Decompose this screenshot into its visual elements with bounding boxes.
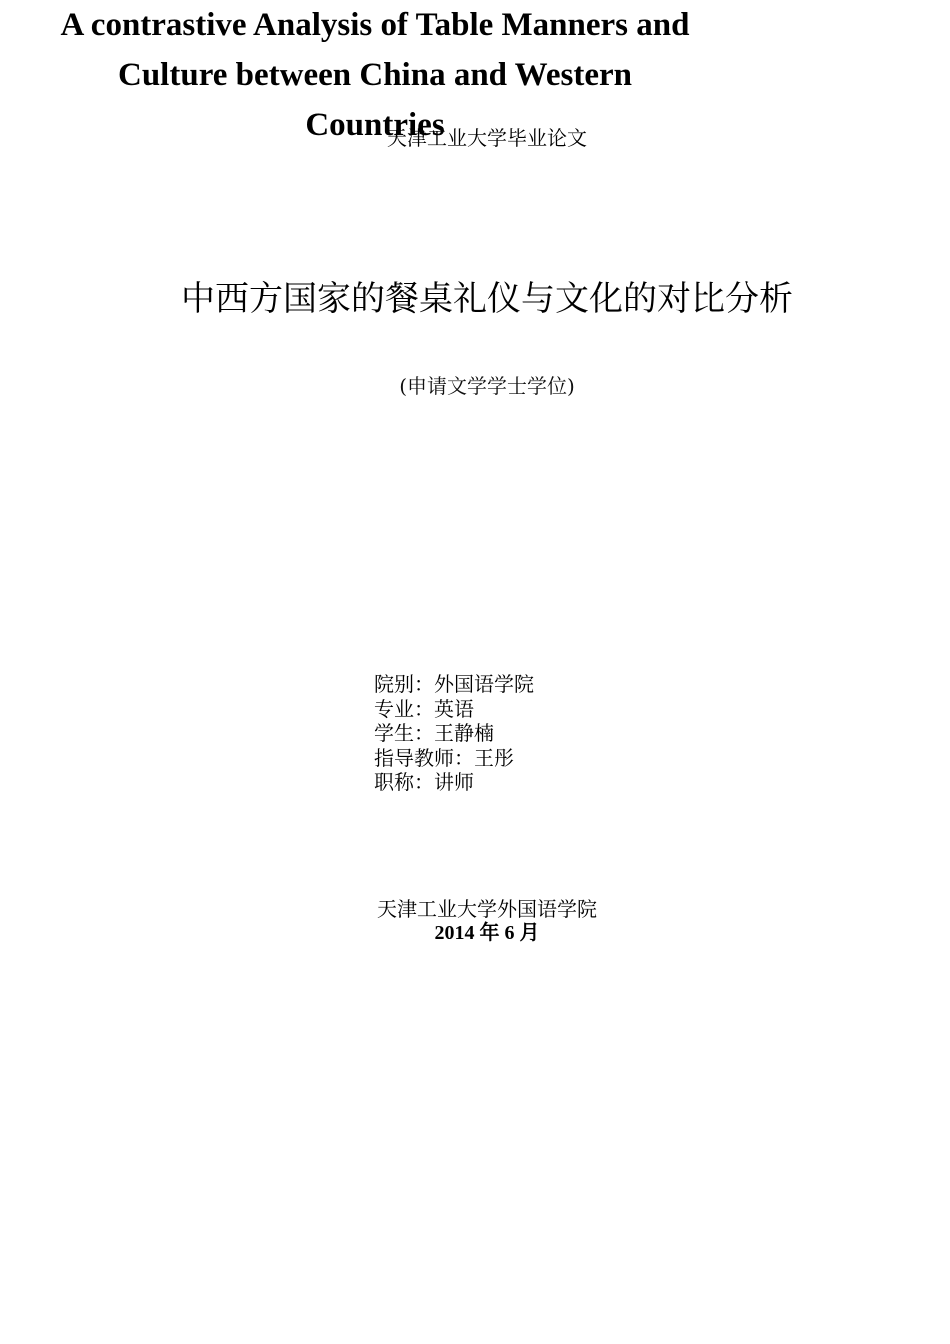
- english-title-line-3: Countries: [305, 107, 445, 143]
- university-thesis-header: 天津工业大学毕业论文: [387, 126, 587, 150]
- english-title-line-2: Culture between China and Western: [118, 57, 632, 93]
- institution-name: 天津工业大学外国语学院: [377, 897, 597, 921]
- chinese-title: 中西方国家的餐桌礼仪与文化的对比分析: [181, 279, 793, 319]
- major-line: 专业：英语: [374, 696, 474, 721]
- author-info-block: [374, 672, 534, 795]
- department-line: 院别：外国语学院: [374, 672, 534, 696]
- student-line: 学生：王静楠: [374, 721, 494, 745]
- submission-date: 2014 年 6 月: [434, 922, 540, 944]
- degree-note: (申请文学学士学位): [399, 374, 575, 398]
- english-title-line-1: A contrastive Analysis of Table Manners and: [60, 7, 690, 43]
- advisor-title-line: 职称：讲师: [374, 770, 474, 794]
- advisor-line: 指导教师：王彤: [374, 745, 514, 770]
